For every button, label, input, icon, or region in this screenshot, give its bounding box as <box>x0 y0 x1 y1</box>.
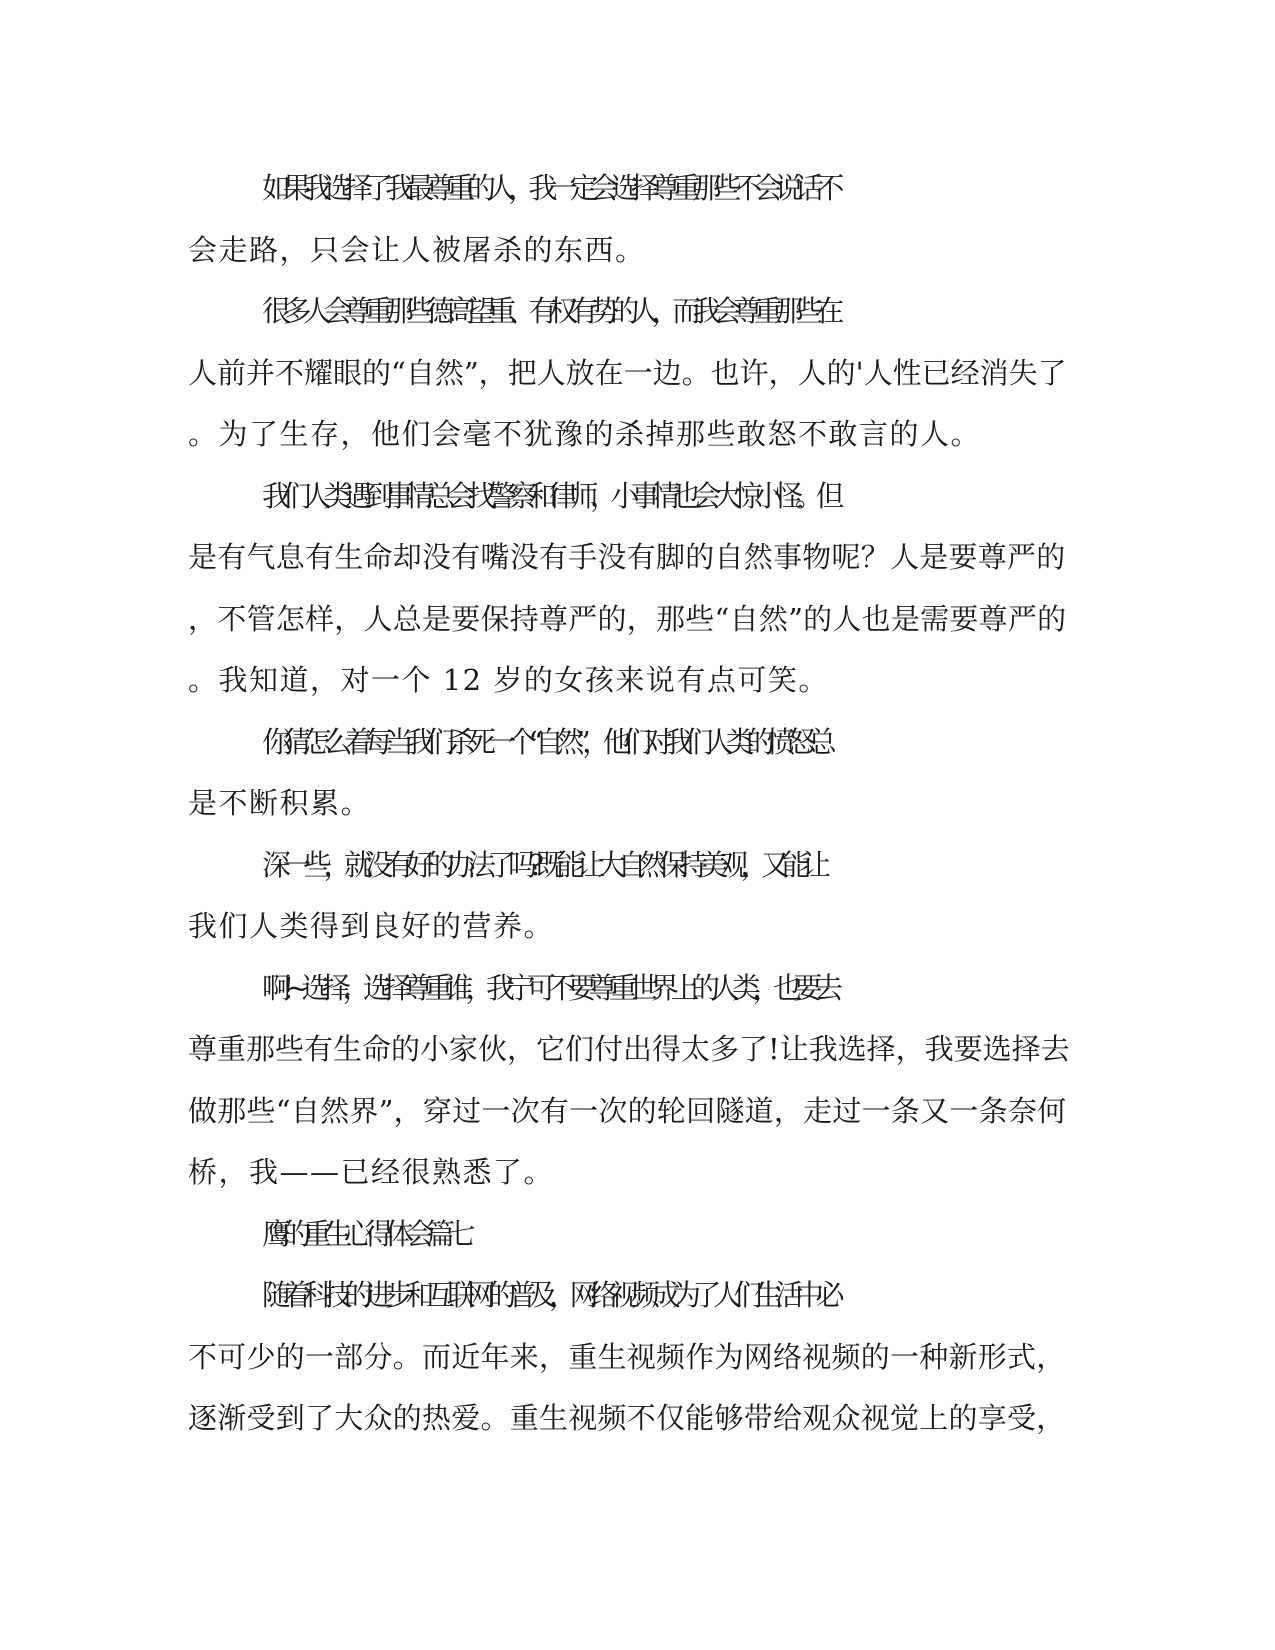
text-line: 我们人类遇到事情总会找警察和律师，小事情也会大惊小怪。但 <box>262 478 837 513</box>
paragraph-4 <box>188 712 1068 835</box>
text-line: 。为了生存，他们会毫不犹豫的杀掉那些敢怒不敢言的人。 <box>188 417 982 451</box>
paragraph-3 <box>188 466 1068 712</box>
text-line: 很多人会尊重那些德高望重、有权有势的人，而我会尊重那些在 <box>262 294 837 328</box>
section-heading <box>188 1204 1068 1266</box>
text-line: 逐渐受到了大众的热爱。重生视频不仅能够带给观众视觉上的享受， <box>188 1401 1066 1435</box>
text-line: 随着科技的进步和互联网的普及，网络视频成为了人们生活中必 <box>262 1278 837 1312</box>
document-body <box>188 158 1068 1450</box>
paragraph-7 <box>188 1265 1068 1450</box>
text-line: 尊重那些有生命的小家伙，它们付出得太多了!让我选择，我要选择去 <box>188 1032 1070 1066</box>
text-line: 你猜怎么着每当我们杀死一个“自然”，他们对我们人类的愤怒总 <box>262 724 829 759</box>
heading-text: 鹰的重生心得体会篇七 <box>262 1216 468 1251</box>
paragraph-1 <box>188 158 1068 281</box>
text-line: 。我知道，对一个 12 岁的女孩来说有点可笑。 <box>188 663 829 697</box>
text-line: 人前并不耀眼的“自然”，把人放在一边。也许，人的'人性已经消失了 <box>188 355 1067 390</box>
text-line: 是有气息有生命却没有嘴没有手没有脚的自然事物呢？人是要尊严的 <box>188 540 1066 574</box>
text-line: 桥，我——已经很熟悉了。 <box>188 1155 555 1189</box>
paragraph-2 <box>188 281 1068 466</box>
text-line: 啊!~选择，选择尊重谁，我宁可不要尊重世界上的人类，也要去 <box>262 970 835 1005</box>
text-line: ，不管怎样，人总是要保持尊严的，那些“自然”的人也是需要尊严的 <box>188 601 1067 636</box>
text-line: 深一些，就没有好的办法了吗?既能让大自然保持美观，又能让 <box>262 847 823 882</box>
paragraph-6 <box>188 958 1068 1204</box>
text-line: 不可少的一部分。而近年来，重生视频作为网络视频的一种新形式， <box>188 1339 1066 1374</box>
text-line: 如果我选择了我最尊重的人，我一定会选择尊重那些不会说话不 <box>262 171 837 205</box>
text-line: 我们人类得到良好的营养。 <box>188 909 555 943</box>
text-line: 做那些“自然界”，穿过一次有一次的轮回隧道，走过一条又一条奈何 <box>188 1093 1067 1128</box>
paragraph-5 <box>188 835 1068 958</box>
text-line: 会走路，只会让人被屠杀的东西。 <box>188 232 646 267</box>
text-line: 是不断积累。 <box>188 786 372 820</box>
